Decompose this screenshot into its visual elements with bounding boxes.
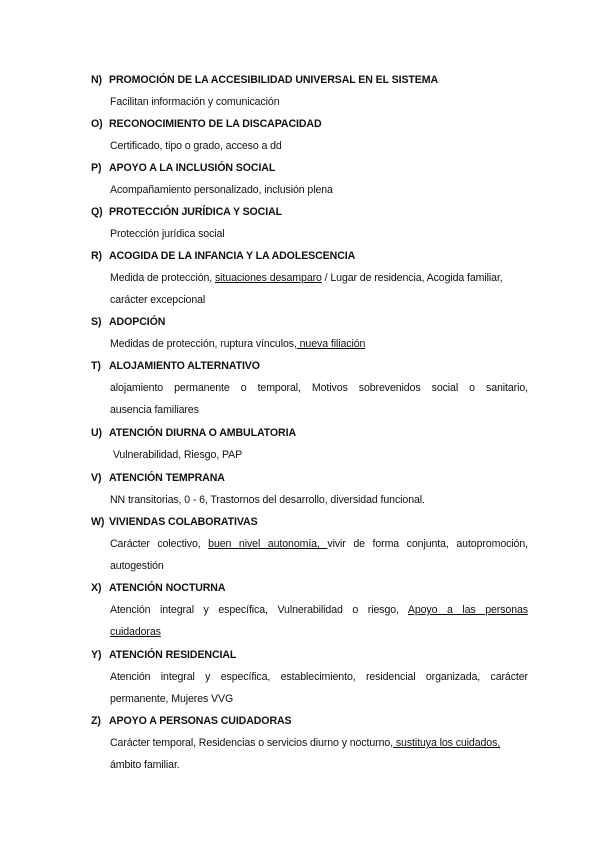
text-span: ausencia familiares [110, 404, 199, 416]
section-text [110, 604, 528, 618]
section-heading [91, 715, 292, 727]
section-text [110, 272, 528, 284]
section-letter: R) [91, 250, 102, 262]
section-letter: O) [91, 118, 103, 130]
section-text [110, 737, 528, 749]
text-span: alojamiento permanente o temporal, Motivos sobrevenidos social o sanitario, [110, 382, 528, 394]
section-heading [91, 360, 260, 372]
section-heading [91, 649, 236, 661]
text-span: / Lugar de residencia, Acogida familiar, [321, 272, 503, 284]
section-heading [91, 582, 225, 594]
section-title: PROTECCIÓN JURÍDICA Y SOCIAL [109, 206, 283, 218]
text-span: Certificado, tipo o grado, acceso a dd [110, 140, 282, 152]
section-heading [91, 118, 322, 130]
section-title: VIVIENDAS COLABORATIVAS [109, 516, 258, 528]
text-span: NN transitorias, 0 - 6, Trastornos del desarrollo, diversidad funcional. [110, 494, 425, 506]
section-letter: V) [91, 472, 102, 484]
section-heading [91, 206, 282, 218]
section-title: PROMOCIÓN DE LA ACCESIBILIDAD UNIVERSAL EN EL SISTEMA [109, 74, 439, 86]
section-heading [91, 162, 275, 174]
section-heading [91, 74, 438, 86]
section-text [110, 228, 528, 240]
section-heading [91, 250, 355, 262]
text-span: autogestión [110, 560, 164, 572]
section-letter: W) [91, 516, 105, 528]
section-heading [91, 427, 296, 439]
section-letter: X) [91, 582, 102, 594]
section-text [110, 626, 528, 638]
text-span: ámbito familiar. [110, 759, 180, 771]
text-span: Vulnerabilidad, Riesgo, PAP [110, 449, 243, 461]
section-letter: U) [91, 427, 102, 439]
text-span: Protección jurídica social [110, 228, 225, 240]
section-text [110, 184, 528, 196]
section-text [110, 494, 528, 506]
section-text [110, 382, 528, 396]
text-span: Acompañamiento personalizado, inclusión plena [110, 184, 333, 196]
text-span: permanente, Mujeres VVG [110, 693, 234, 705]
section-title: APOYO A LA INCLUSIÓN SOCIAL [109, 162, 276, 174]
section-title: ATENCIÓN RESIDENCIAL [109, 649, 237, 661]
text-span: Carácter colectivo, [110, 538, 209, 550]
section-title: ACOGIDA DE LA INFANCIA Y LA ADOLESCENCIA [109, 250, 356, 262]
underlined-text: cuidadoras [110, 626, 161, 638]
section-title: ATENCIÓN NOCTURNA [109, 582, 226, 594]
section-letter: T) [91, 360, 101, 372]
section-letter: P) [91, 162, 102, 174]
section-letter: Q) [91, 206, 103, 218]
text-span: carácter excepcional [110, 294, 206, 306]
text-span: Medidas de protección, ruptura vínculos, [110, 338, 297, 350]
section-title: RECONOCIMIENTO DE LA DISCAPACIDAD [109, 118, 322, 130]
text-span: Atención integral y específica, establecimiento, residencial organizada, carácter [110, 671, 528, 683]
underlined-text: Apoyo a las personas [407, 604, 528, 616]
underlined-text: buen nivel autonomía, [208, 538, 328, 550]
underlined-text: nueva filiación [296, 338, 366, 350]
section-text [110, 693, 528, 705]
section-letter: N) [91, 74, 102, 86]
section-text [110, 140, 528, 152]
section-heading [91, 472, 225, 484]
section-title: ATENCIÓN TEMPRANA [109, 472, 225, 484]
section-title: APOYO A PERSONAS CUIDADORAS [109, 715, 292, 727]
section-title: ALOJAMIENTO ALTERNATIVO [109, 360, 260, 372]
text-span: Carácter temporal, Residencias o servicios diurno y nocturno, [110, 737, 394, 749]
underlined-text: situaciones desamparo [214, 272, 322, 284]
section-text [110, 294, 528, 306]
section-text [110, 449, 528, 461]
section-letter: S) [91, 316, 102, 328]
text-span: vivir de forma conjunta, autopromoción, [327, 538, 528, 550]
section-text [110, 404, 528, 416]
section-text [110, 338, 528, 350]
section-title: ADOPCIÓN [109, 316, 166, 328]
underlined-text: sustituya los cuidados, [393, 737, 501, 749]
section-heading [91, 516, 258, 528]
section-text [110, 671, 528, 685]
text-span: Facilitan información y comunicación [110, 96, 280, 108]
section-text [110, 759, 528, 771]
section-text [110, 96, 528, 108]
section-letter: Y) [91, 649, 102, 661]
section-title: ATENCIÓN DIURNA O AMBULATORIA [109, 427, 296, 439]
text-span: Medida de protección, [110, 272, 215, 284]
section-heading [91, 316, 165, 328]
text-span: Atención integral y específica, Vulnerabilidad o riesgo, [110, 604, 408, 616]
section-letter: Z) [91, 715, 101, 727]
section-text [110, 538, 528, 552]
section-text [110, 560, 528, 572]
